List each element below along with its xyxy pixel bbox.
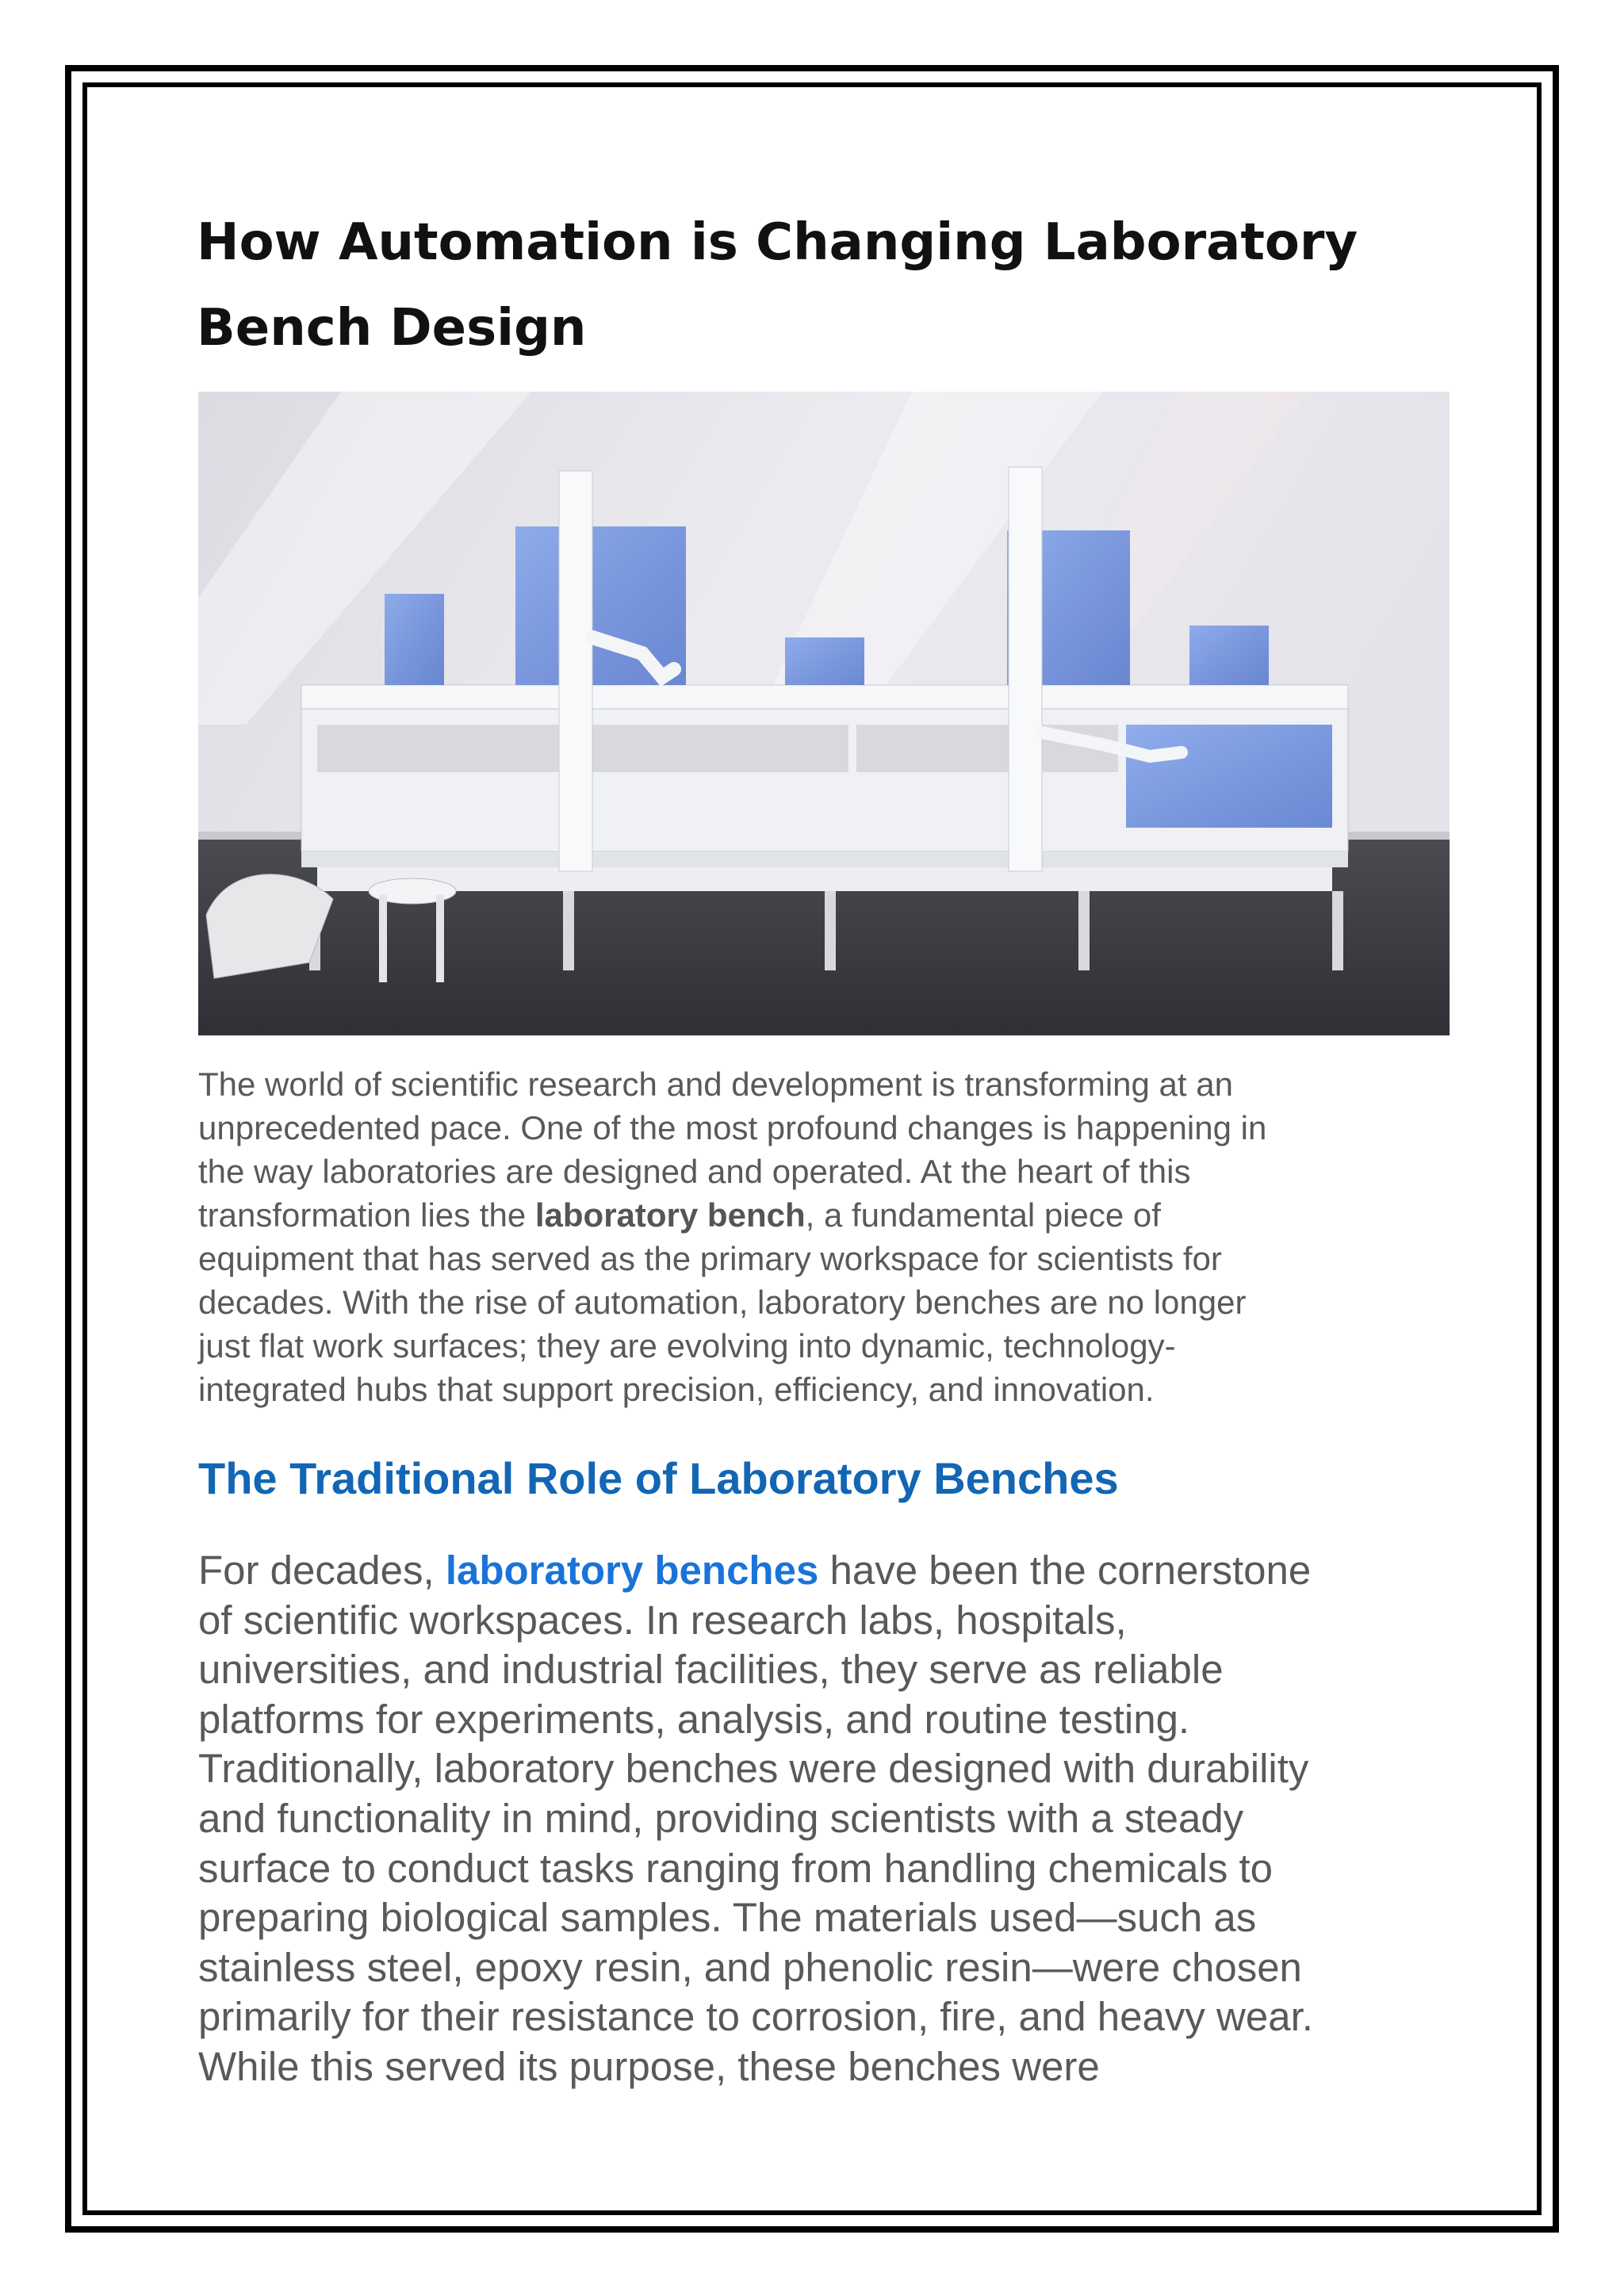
body-line: preparing biological samples. The materials used—such as	[198, 1895, 1257, 1941]
body-line: of scientific workspaces. In research labs, hospitals,	[198, 1597, 1127, 1643]
intro-line: the way laboratories are designed and operated. At the heart of this	[198, 1153, 1191, 1190]
body-text: have been the cornerstone	[818, 1548, 1312, 1593]
laboratory-benches-link[interactable]: laboratory benches	[445, 1548, 819, 1593]
title-line-1: How Automation is Changing Laboratory	[197, 213, 1358, 272]
intro-line	[198, 1193, 1467, 1237]
page-title	[197, 200, 1450, 371]
intro-paragraph	[198, 1062, 1467, 1411]
lab-bench-photo	[198, 392, 1450, 1035]
title-line-2: Bench Design	[197, 299, 587, 358]
intro-line: equipment that has served as the primary workspace for scientists for	[198, 1240, 1222, 1277]
body-line: universities, and industrial facilities, they serve as reliable	[198, 1647, 1224, 1693]
intro-bold-term: laboratory bench	[534, 1196, 806, 1234]
intro-line: just flat work surfaces; they are evolving into dynamic, technology-	[198, 1327, 1176, 1364]
intro-line: decades. With the rise of automation, laboratory benches are no longer	[198, 1284, 1247, 1321]
body-line	[198, 1546, 1467, 1596]
section-body	[198, 1546, 1467, 2092]
intro-text: transformation lies the	[198, 1196, 535, 1234]
intro-line: integrated hubs that support precision, efficiency, and innovation.	[198, 1371, 1155, 1408]
intro-text: , a fundamental piece of	[805, 1196, 1161, 1234]
body-line: Traditionally, laboratory benches were designed with durability	[198, 1746, 1309, 1792]
body-text: For decades,	[198, 1548, 446, 1593]
body-line: platforms for experiments, analysis, and routine testing.	[198, 1696, 1190, 1742]
body-line: primarily for their resistance to corrosion, fire, and heavy wear.	[198, 1994, 1313, 2040]
body-line: stainless steel, epoxy resin, and phenolic resin—were chosen	[198, 1944, 1302, 1990]
intro-line: unprecedented pace. One of the most profound changes is happening in	[198, 1109, 1267, 1146]
body-line: surface to conduct tasks ranging from handling chemicals to	[198, 1845, 1274, 1891]
body-line: and functionality in mind, providing scientists with a steady	[198, 1795, 1244, 1841]
section-heading: The Traditional Role of Laboratory Benches	[198, 1453, 1119, 1503]
body-line: While this served its purpose, these benches were	[198, 2043, 1100, 2089]
intro-line: The world of scientific research and development is transforming at an	[198, 1066, 1233, 1103]
